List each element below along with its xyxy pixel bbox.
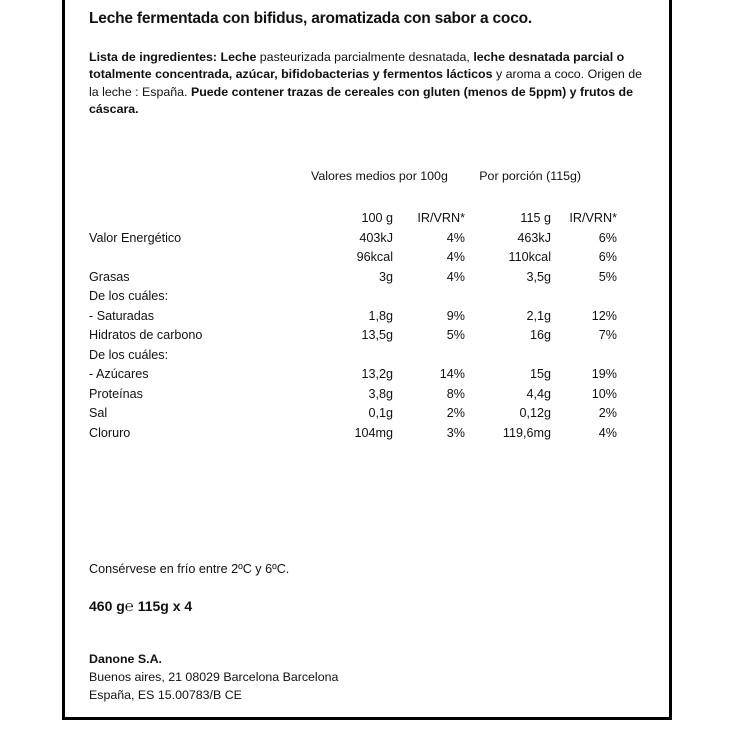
percent-per-100g: 4% bbox=[446, 250, 465, 265]
percent-per-100g: 9% bbox=[446, 308, 465, 323]
nutrition-column-headings bbox=[83, 169, 651, 183]
value-per-100g: 13,2g bbox=[361, 367, 393, 382]
ingredients-ferments: fermentos lácticos bbox=[383, 67, 493, 82]
value-per-100g: 3g bbox=[378, 269, 393, 284]
product-title: Leche fermentada con bifidus, aromatizada con sabor a coco. bbox=[89, 10, 532, 27]
table-row bbox=[89, 326, 617, 346]
table-row bbox=[89, 365, 617, 385]
value-per-portion: 15g bbox=[529, 367, 551, 382]
value-per-portion: 2,1g bbox=[526, 308, 551, 323]
percent-per-portion: 6% bbox=[598, 230, 617, 245]
table-row bbox=[89, 346, 617, 366]
percent-per-100g: 5% bbox=[446, 328, 465, 343]
ingredients-part-3: leche desnatada parcial o totalmente concentrada, azúcar, bifidobacterias y bbox=[89, 49, 625, 82]
nutrient-name: De los cuáles: bbox=[89, 347, 169, 362]
storage-instructions: Consérvese en frío entre 2ºC y 6ºC. bbox=[89, 562, 290, 576]
ingredients-milk: Leche bbox=[217, 49, 257, 64]
table-row bbox=[89, 268, 617, 288]
value-per-portion: 119,6mg bbox=[502, 425, 551, 440]
nutrient-name: - Saturadas bbox=[89, 308, 155, 323]
header-irvrn-100g: IR/VRN* bbox=[417, 211, 465, 226]
table-row bbox=[89, 385, 617, 405]
net-weight-detail: 115g x 4 bbox=[137, 598, 193, 614]
ingredients-allergen-note: Puede contener trazas de cereales con gluten (menos de 5ppm) y frutos de cáscara. bbox=[89, 84, 634, 117]
header-100g: 100 g bbox=[361, 211, 393, 226]
percent-per-portion: 10% bbox=[591, 386, 617, 401]
percent-per-portion: 4% bbox=[598, 425, 617, 440]
percent-per-portion bbox=[551, 287, 617, 307]
value-per-100g: 13,5g bbox=[361, 328, 393, 343]
manufacturer-country: España, ES 15.00783/B CE bbox=[89, 687, 242, 702]
manufacturer-block bbox=[89, 651, 338, 705]
percent-per-portion: 19% bbox=[591, 367, 617, 382]
percent-per-portion: 6% bbox=[598, 250, 617, 265]
table-row bbox=[89, 404, 617, 424]
value-per-portion: 3,5g bbox=[526, 269, 551, 284]
value-per-100g bbox=[307, 346, 393, 366]
table-header-row bbox=[89, 209, 617, 229]
estimated-sign-icon: ℮ bbox=[124, 598, 134, 615]
nutrient-name bbox=[89, 248, 307, 268]
heading-per-portion: Por porción (115g) bbox=[479, 169, 581, 184]
header-115g: 115 g bbox=[520, 211, 551, 226]
percent-per-portion: 7% bbox=[598, 328, 617, 343]
value-per-100g: 0,1g bbox=[368, 406, 393, 421]
ingredients-part-2: pasteurizada parcialmente desnatada, bbox=[256, 49, 474, 64]
ingredients-paragraph bbox=[83, 49, 651, 119]
value-per-portion bbox=[465, 287, 551, 307]
value-per-100g: 96kcal bbox=[356, 250, 393, 265]
percent-per-portion: 12% bbox=[591, 308, 617, 323]
percent-per-100g: 4% bbox=[446, 269, 465, 284]
value-per-portion bbox=[465, 346, 551, 366]
percent-per-100g bbox=[393, 287, 465, 307]
value-per-portion: 110kcal bbox=[508, 250, 551, 265]
table-row bbox=[89, 229, 617, 249]
table-row bbox=[89, 287, 617, 307]
table-row bbox=[89, 248, 617, 268]
nutrient-name: Sal bbox=[89, 406, 108, 421]
table-row bbox=[89, 307, 617, 327]
nutrition-label-panel bbox=[62, 0, 672, 720]
nutrient-name: Grasas bbox=[89, 269, 130, 284]
ingredients-part-5: y aroma a coco. Origen de la leche : España. bbox=[89, 67, 642, 99]
percent-per-portion bbox=[551, 346, 617, 366]
net-weight-value: 460 g bbox=[89, 598, 125, 614]
nutrition-table-body bbox=[89, 229, 617, 444]
value-per-100g bbox=[307, 287, 393, 307]
percent-per-100g bbox=[393, 346, 465, 366]
value-per-100g: 3,8g bbox=[368, 386, 393, 401]
percent-per-portion: 5% bbox=[598, 269, 617, 284]
value-per-portion: 4,4g bbox=[526, 386, 551, 401]
table-row bbox=[89, 424, 617, 444]
value-per-portion: 16g bbox=[529, 328, 551, 343]
percent-per-100g: 2% bbox=[446, 406, 465, 421]
heading-per-100g: Valores medios por 100g bbox=[311, 169, 448, 184]
value-per-portion: 0,12g bbox=[519, 406, 551, 421]
header-irvrn-115g: IR/VRN* bbox=[569, 211, 617, 226]
ingredients-label: Lista de ingredientes: bbox=[89, 49, 218, 64]
nutrient-name: Hidratos de carbono bbox=[89, 328, 203, 343]
nutrient-name: De los cuáles: bbox=[89, 289, 169, 304]
nutrition-table bbox=[89, 209, 617, 443]
nutrient-name: Valor Energético bbox=[89, 230, 182, 245]
value-per-portion: 463kJ bbox=[517, 230, 551, 245]
nutrient-name: Cloruro bbox=[89, 425, 131, 440]
manufacturer-name: Danone S.A. bbox=[89, 652, 162, 666]
value-per-100g: 403kJ bbox=[359, 230, 393, 245]
percent-per-portion: 2% bbox=[598, 406, 617, 421]
value-per-100g: 1,8g bbox=[368, 308, 393, 323]
nutrient-name: Proteínas bbox=[89, 386, 143, 401]
percent-per-100g: 3% bbox=[446, 425, 465, 440]
percent-per-100g: 4% bbox=[446, 230, 465, 245]
net-weight bbox=[89, 598, 192, 615]
percent-per-100g: 8% bbox=[446, 386, 465, 401]
header-blank bbox=[89, 209, 307, 229]
value-per-100g: 104mg bbox=[354, 425, 393, 440]
nutrient-name: - Azúcares bbox=[89, 367, 149, 382]
percent-per-100g: 14% bbox=[439, 367, 465, 382]
manufacturer-address: Buenos aires, 21 08029 Barcelona Barcelona bbox=[89, 669, 339, 684]
